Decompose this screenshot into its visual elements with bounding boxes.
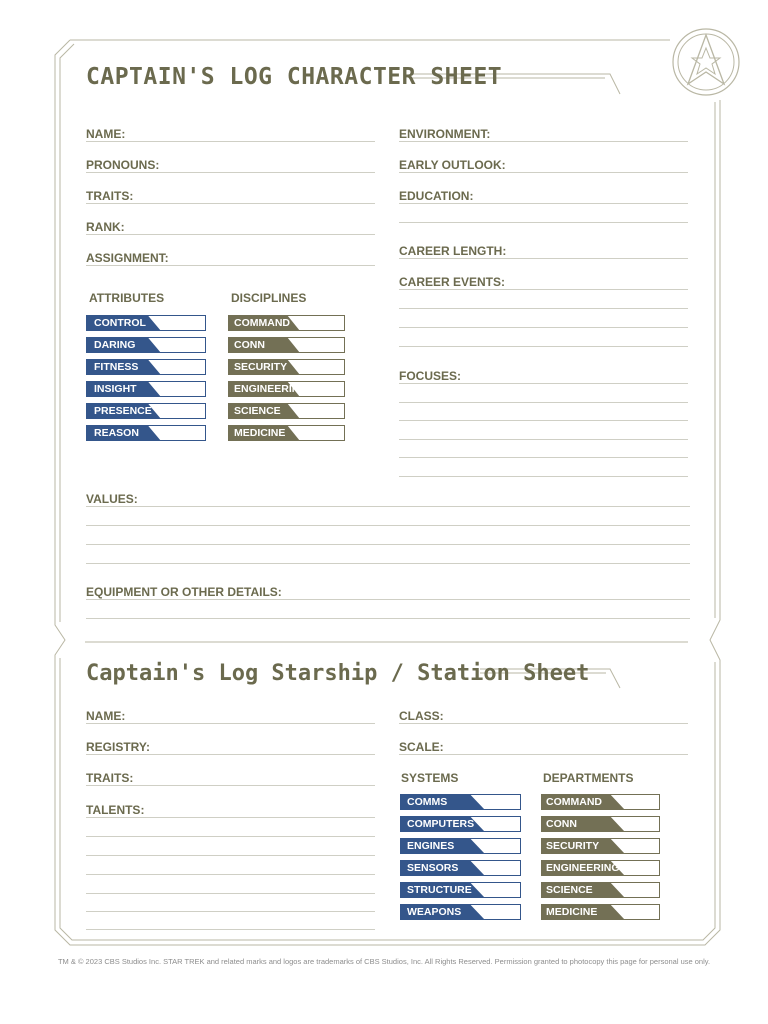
attribute-presence[interactable] [86, 403, 206, 419]
class-field[interactable] [399, 723, 688, 724]
talents-line[interactable] [86, 836, 375, 837]
system-label: COMPUTERS [407, 818, 475, 830]
scale-label: SCALE: [399, 740, 444, 754]
system-label: WEAPONS [407, 906, 462, 918]
department-label: SECURITY [546, 840, 600, 852]
attribute-label: PRESENCE [94, 405, 152, 417]
ship-traits-label: TRAITS: [86, 771, 134, 785]
early-outlook-field[interactable] [399, 172, 688, 173]
attribute-label: FITNESS [94, 361, 139, 373]
environment-label: ENVIRONMENT: [399, 127, 491, 141]
equipment-line[interactable] [86, 599, 690, 600]
attribute-insight[interactable] [86, 381, 206, 397]
department-label: CONN [546, 818, 577, 830]
discipline-engineering[interactable] [228, 381, 345, 397]
discipline-conn[interactable] [228, 337, 345, 353]
equipment-label: EQUIPMENT OR OTHER DETAILS: [86, 585, 282, 599]
talents-line[interactable] [86, 874, 375, 875]
talents-label: TALENTS: [86, 803, 145, 817]
attribute-fitness[interactable] [86, 359, 206, 375]
ship-name-label: NAME: [86, 709, 126, 723]
focuses-line[interactable] [399, 383, 688, 384]
talents-line[interactable] [86, 911, 375, 912]
values-line[interactable] [86, 525, 690, 526]
discipline-label: SCIENCE [234, 405, 281, 417]
system-structure[interactable] [400, 882, 521, 898]
focuses-label: FOCUSES: [399, 369, 462, 383]
system-engines[interactable] [400, 838, 521, 854]
values-line[interactable] [86, 506, 690, 507]
early-outlook-label: EARLY OUTLOOK: [399, 158, 506, 172]
focuses-line[interactable] [399, 420, 688, 421]
career-length-label: CAREER LENGTH: [399, 244, 507, 258]
traits-field[interactable] [86, 203, 375, 204]
system-sensors[interactable] [400, 860, 521, 876]
talents-line[interactable] [86, 929, 375, 930]
system-comms[interactable] [400, 794, 521, 810]
values-line[interactable] [86, 544, 690, 545]
talents-line[interactable] [86, 817, 375, 818]
pronouns-field[interactable] [86, 172, 375, 173]
ship-name-field[interactable] [86, 723, 375, 724]
registry-field[interactable] [86, 754, 375, 755]
discipline-medicine[interactable] [228, 425, 345, 441]
discipline-security[interactable] [228, 359, 345, 375]
system-label: COMMS [407, 796, 448, 808]
values-label: VALUES: [86, 492, 138, 506]
career-events-label: CAREER EVENTS: [399, 275, 506, 289]
discipline-label: COMMAND [234, 317, 290, 329]
focuses-line[interactable] [399, 402, 688, 403]
department-medicine[interactable] [541, 904, 660, 920]
rank-label: RANK: [86, 220, 125, 234]
department-engineering[interactable] [541, 860, 660, 876]
assignment-label: ASSIGNMENT: [86, 251, 169, 265]
discipline-command[interactable] [228, 315, 345, 331]
attribute-label: CONTROL [94, 317, 146, 329]
rank-field[interactable] [86, 234, 375, 235]
focuses-line[interactable] [399, 476, 688, 477]
career-length-field[interactable] [399, 258, 688, 259]
department-science[interactable] [541, 882, 660, 898]
talents-line[interactable] [86, 855, 375, 856]
focuses-line[interactable] [399, 457, 688, 458]
starship-sheet-title: Captain's Log Starship / Station Sheet [86, 661, 590, 686]
assignment-field[interactable] [86, 265, 375, 266]
education-label: EDUCATION: [399, 189, 474, 203]
focuses-line[interactable] [399, 439, 688, 440]
departments-heading: DEPARTMENTS [543, 771, 634, 785]
starfleet-delta-icon [673, 29, 739, 95]
environment-field[interactable] [399, 141, 688, 142]
system-label: STRUCTURE [407, 884, 472, 896]
system-computers[interactable] [400, 816, 521, 832]
discipline-label: SECURITY [234, 361, 288, 373]
department-label: COMMAND [546, 796, 602, 808]
discipline-label: MEDICINE [234, 427, 286, 439]
education-field-line-2[interactable] [399, 222, 688, 223]
name-field[interactable] [86, 141, 375, 142]
department-conn[interactable] [541, 816, 660, 832]
attribute-label: INSIGHT [94, 383, 137, 395]
attribute-daring[interactable] [86, 337, 206, 353]
system-label: ENGINES [407, 840, 455, 852]
traits-label: TRAITS: [86, 189, 134, 203]
career-events-line[interactable] [399, 289, 688, 290]
ship-traits-field[interactable] [86, 785, 375, 786]
registry-label: REGISTRY: [86, 740, 151, 754]
education-field[interactable] [399, 203, 688, 204]
department-command[interactable] [541, 794, 660, 810]
attribute-label: REASON [94, 427, 139, 439]
systems-heading: SYSTEMS [401, 771, 459, 785]
department-label: MEDICINE [546, 906, 598, 918]
equipment-line[interactable] [86, 618, 690, 619]
department-label: ENGINEERING [546, 862, 620, 874]
department-security[interactable] [541, 838, 660, 854]
discipline-label: ENGINEERING [234, 383, 308, 395]
career-events-line[interactable] [399, 308, 688, 309]
system-label: SENSORS [407, 862, 459, 874]
system-weapons[interactable] [400, 904, 521, 920]
disciplines-heading: DISCIPLINES [231, 291, 307, 305]
discipline-label: CONN [234, 339, 265, 351]
pronouns-label: PRONOUNS: [86, 158, 160, 172]
attribute-reason[interactable] [86, 425, 206, 441]
attribute-control[interactable] [86, 315, 206, 331]
talents-line[interactable] [86, 893, 375, 894]
attribute-label: DARING [94, 339, 136, 351]
name-label: NAME: [86, 127, 126, 141]
attributes-heading: ATTRIBUTES [89, 291, 165, 305]
career-events-line[interactable] [399, 327, 688, 328]
career-events-line[interactable] [399, 346, 688, 347]
department-label: SCIENCE [546, 884, 593, 896]
character-sheet-title: CAPTAIN'S LOG CHARACTER SHEET [86, 64, 503, 90]
discipline-science[interactable] [228, 403, 345, 419]
values-line[interactable] [86, 563, 690, 564]
class-label: CLASS: [399, 709, 444, 723]
copyright-footer: TM & © 2023 CBS Studios Inc. STAR TREK and related marks and logos are trademarks of CBS Studios, Inc. All Rights Reserved. Permission granted to photocopy this page for personal use only. [57, 957, 711, 966]
scale-field[interactable] [399, 754, 688, 755]
